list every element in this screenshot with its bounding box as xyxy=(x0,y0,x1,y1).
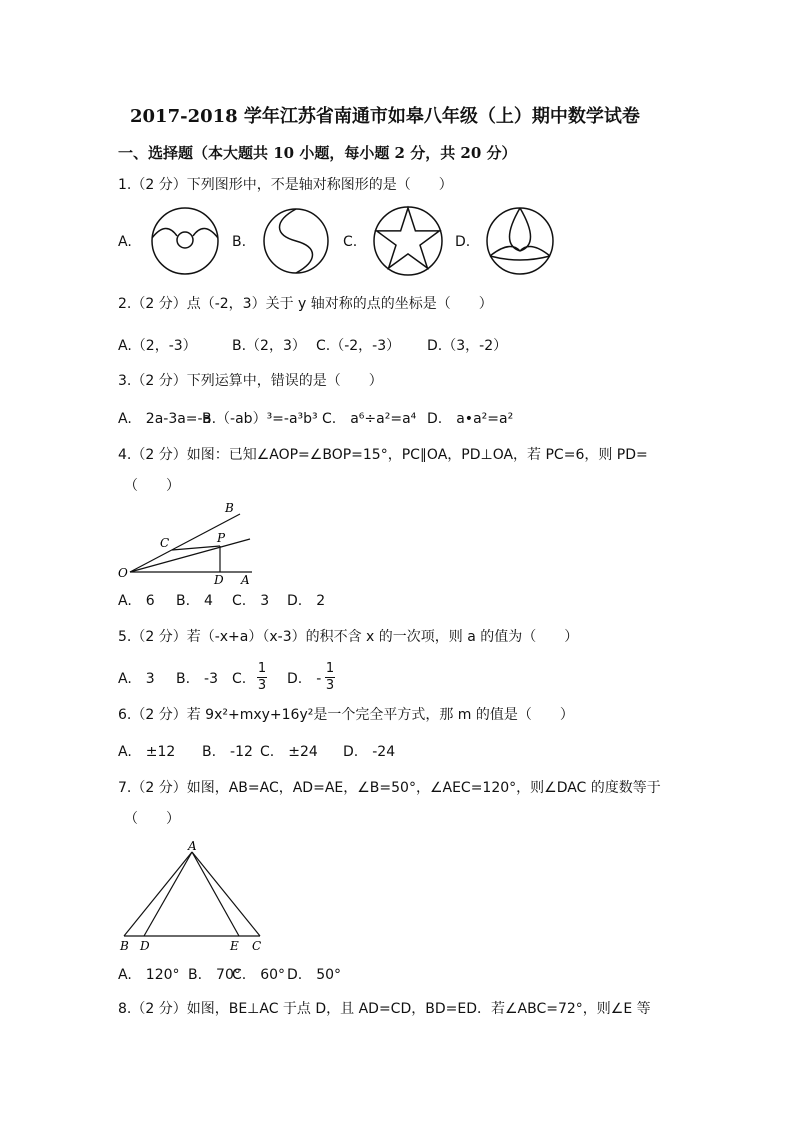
q2-option-b[interactable]: B.（2，3） xyxy=(232,338,306,354)
q6-option-a[interactable]: A. ±12 xyxy=(118,744,176,760)
q7-option-c[interactable]: C. 60° xyxy=(232,967,286,983)
q7-option-a[interactable]: A. 120° xyxy=(118,967,180,983)
q1-figure-c xyxy=(372,205,444,277)
q5-option-d-denominator: 3 xyxy=(325,678,335,693)
q7-stem-paren: （ ） xyxy=(124,811,180,827)
q5-stem: 5.（2 分）若（-x+a）（x-3）的积不含 x 的一次项，则 a 的值为（ ） xyxy=(118,629,579,645)
q1-figure-a xyxy=(150,206,220,276)
q1-stem: 1.（2 分）下列图形中，不是轴对称图形的是（ ） xyxy=(118,177,453,193)
q3-option-b[interactable]: B.（-ab）³=-a³b³ xyxy=(202,411,318,427)
q7-label-e: E xyxy=(230,939,239,953)
q8-stem: 8.（2 分）如图，BE⊥AC 于点 D，且 AD=CD，BD=ED．若∠ABC=72°，则∠E 等 xyxy=(118,1001,651,1017)
q4-label-p: P xyxy=(217,531,226,545)
q5-option-b[interactable]: B. -3 xyxy=(176,671,219,687)
q7-option-d[interactable]: D. 50° xyxy=(287,967,342,983)
q4-stem: 4.（2 分）如图：已知∠AOP=∠BOP=15°，PC∥OA，PD⊥OA，若 PC=6，则 PD= xyxy=(118,447,648,463)
q4-label-o: O xyxy=(118,566,128,580)
q1-option-c[interactable]: C. xyxy=(343,234,358,250)
q1-figure-b xyxy=(262,207,330,275)
q7-figure xyxy=(118,836,268,956)
q7-label-a: A xyxy=(188,839,197,853)
q1-option-d[interactable]: D. xyxy=(455,234,471,250)
q3-option-d[interactable]: D. a•a²=a² xyxy=(427,411,514,427)
q4-option-a[interactable]: A. 6 xyxy=(118,593,155,609)
q2-option-d[interactable]: D.（3，-2） xyxy=(427,338,508,354)
q6-option-b[interactable]: B. -12 xyxy=(202,744,253,760)
q5-option-d[interactable]: D. - xyxy=(287,671,322,687)
q5-option-d-numerator: 1 xyxy=(325,661,335,676)
q4-figure xyxy=(118,500,258,588)
q4-label-c: C xyxy=(160,536,170,550)
q2-option-c[interactable]: C.（-2，-3） xyxy=(316,338,401,354)
q5-option-c-numerator: 1 xyxy=(257,661,267,676)
q5-option-d-fraction xyxy=(325,662,335,693)
q2-option-a[interactable]: A.（2，-3） xyxy=(118,338,197,354)
q4-label-d: D xyxy=(214,573,224,587)
q7-label-d: D xyxy=(140,939,150,953)
q4-label-b: B xyxy=(225,501,234,515)
q5-option-c[interactable]: C. xyxy=(232,671,247,687)
section-heading: 一、选择题（本大题共 10 小题，每小题 2 分，共 20 分） xyxy=(118,144,517,162)
q1-option-a[interactable]: A. xyxy=(118,234,132,250)
q7-label-b: B xyxy=(120,939,129,953)
q3-option-c[interactable]: C. a⁶÷a²=a⁴ xyxy=(322,411,417,427)
q1-option-b[interactable]: B. xyxy=(232,234,247,250)
q6-option-c[interactable]: C. ±24 xyxy=(260,744,318,760)
q7-stem: 7.（2 分）如图，AB=AC，AD=AE，∠B=50°，∠AEC=120°，则∠DAC 的度数等于 xyxy=(118,780,661,796)
q1-figure-d xyxy=(485,206,555,276)
q4-option-c[interactable]: C. 3 xyxy=(232,593,270,609)
q7-option-b[interactable]: B. 70° xyxy=(188,967,241,983)
q2-stem: 2.（2 分）点（-2，3）关于 y 轴对称的点的坐标是（ ） xyxy=(118,296,493,312)
q6-stem: 6.（2 分）若 9x²+mxy+16y²是一个完全平方式，那 m 的值是（ ） xyxy=(118,707,574,723)
q4-stem-paren: （ ） xyxy=(124,478,180,494)
q4-label-a: A xyxy=(241,573,250,587)
q3-option-a[interactable]: A. 2a-3a=-a xyxy=(118,411,212,427)
q6-option-d[interactable]: D. -24 xyxy=(343,744,396,760)
q3-stem: 3.（2 分）下列运算中，错误的是（ ） xyxy=(118,373,383,389)
q5-option-c-fraction xyxy=(257,662,267,693)
exam-title: 2017-2018 学年江苏省南通市如皋八年级（上）期中数学试卷 xyxy=(130,106,640,127)
q4-option-b[interactable]: B. 4 xyxy=(176,593,213,609)
q4-option-d[interactable]: D. 2 xyxy=(287,593,326,609)
q5-option-c-denominator: 3 xyxy=(257,678,267,693)
q5-option-a[interactable]: A. 3 xyxy=(118,671,155,687)
q7-label-c: C xyxy=(252,939,262,953)
